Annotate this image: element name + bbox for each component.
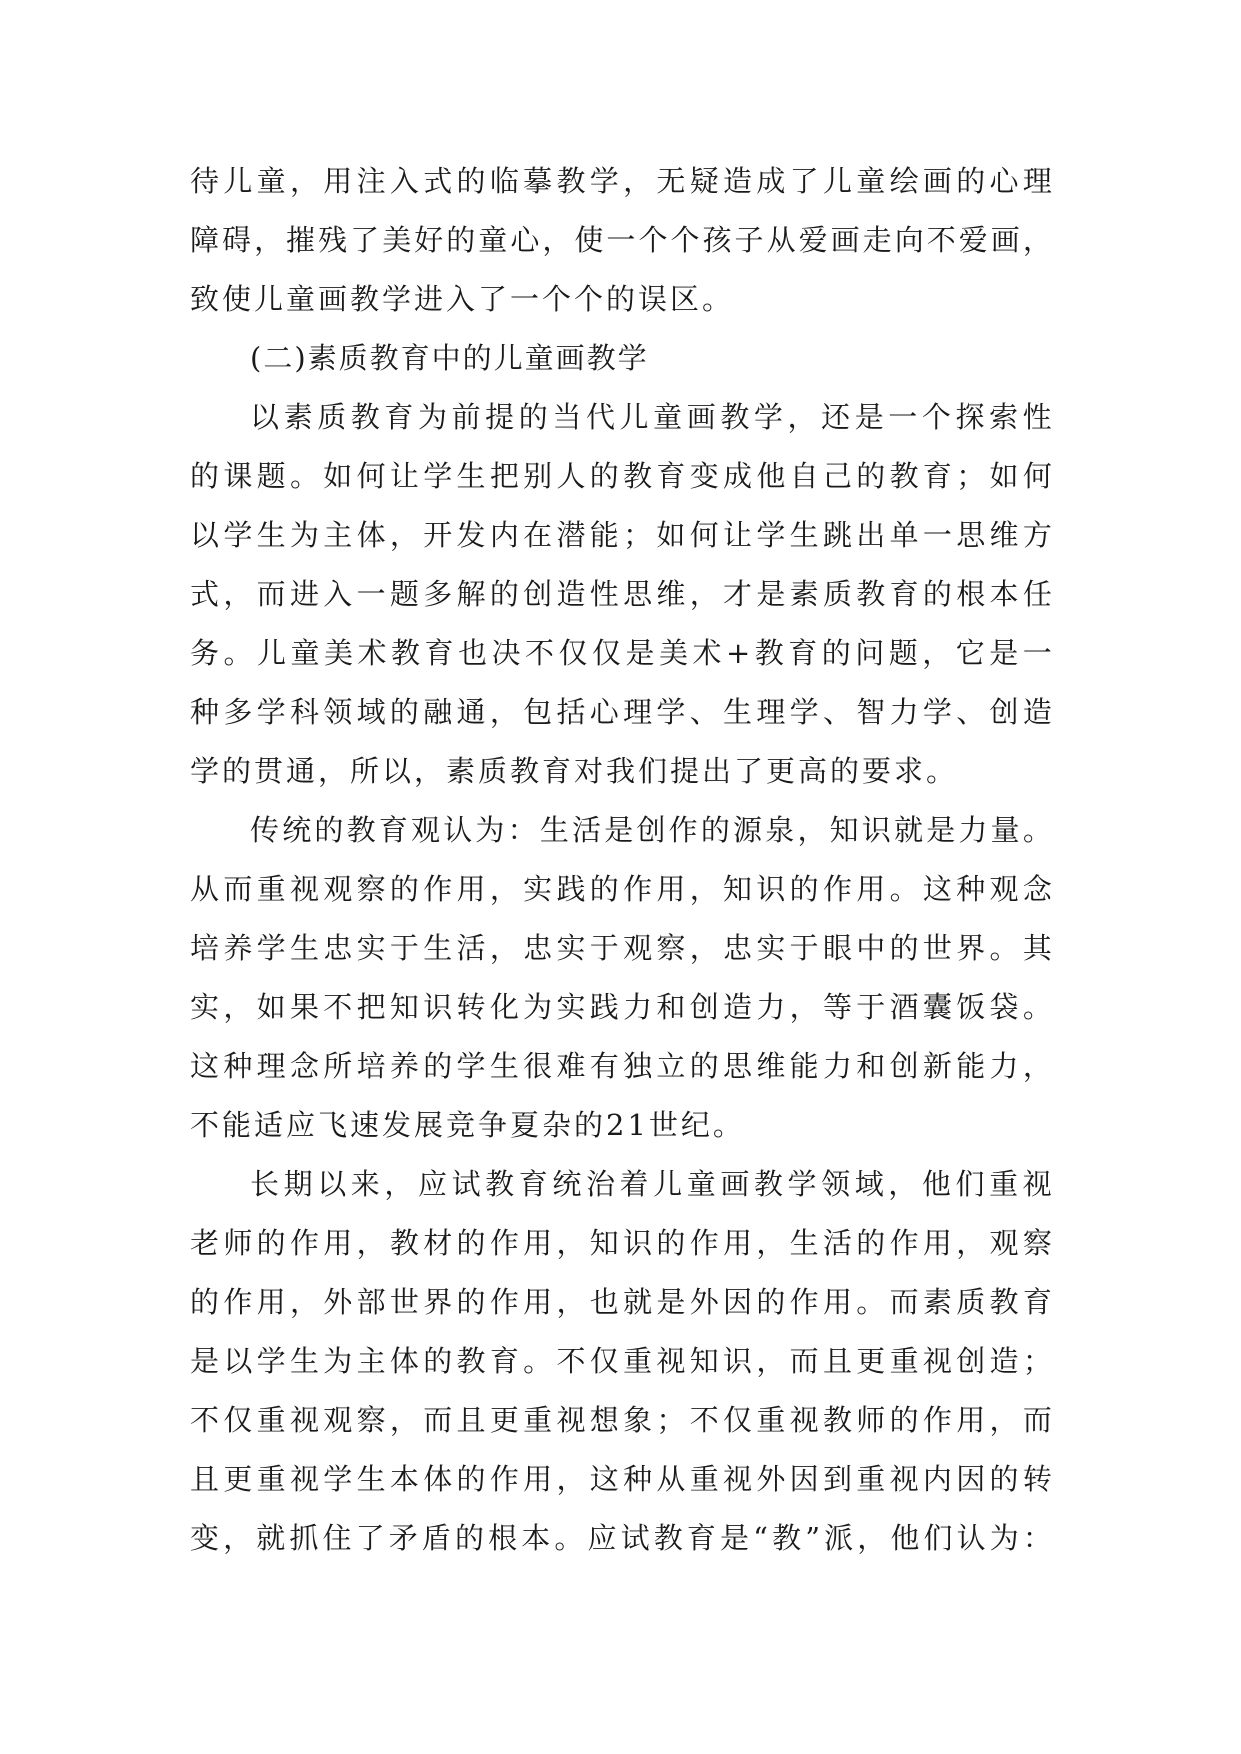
text-line: 待 儿 童 ， 用 注 入 式 的 临 摹 教 学 ， 无 疑 造 成 了 儿 童 绘 画 的 心 理 <box>190 164 1052 198</box>
document-body <box>190 152 1052 1568</box>
text-line: 式 ， 而 进 入 一 题 多 解 的 创 造 性 思 维 ， 才 是 素 质 教 育 的 根 本 任 <box>190 577 1052 611</box>
text-line: 培 养 学 生 忠 实 于 生 活 ， 忠 实 于 观 察 ， 忠 实 于 眼 中 的 世 界 。 其 <box>190 931 1052 965</box>
text-line: 从 而 重 视 观 察 的 作 用 ， 实 践 的 作 用 ， 知 识 的 作 用 。 这 种 观 念 <box>190 872 1052 906</box>
text-line: 的 作 用 ， 外 部 世 界 的 作 用 ， 也 就 是 外 因 的 作 用 。 而 素 质 教 育 <box>190 1285 1052 1319</box>
text-line: 种 多 学 科 领 域 的 融 通 ， 包 括 心 理 学 、 生 理 学 、 智 力 学 、 创 造 <box>190 695 1052 729</box>
text-line: 实 ， 如 果 不 把 知 识 转 化 为 实 践 力 和 创 造 力 ， 等 于 酒 囊 饭 袋 。 <box>190 990 1052 1024</box>
paragraph-5 <box>190 1155 1052 1568</box>
text-line: 老 师 的 作 用 ， 教 材 的 作 用 ， 知 识 的 作 用 ， 生 活 的 作 用 ， 观 察 <box>190 1226 1052 1260</box>
text-line: 不 仅 重 视 观 察 ， 而 且 更 重 视 想 象 ； 不 仅 重 视 教 师 的 作 用 ， 而 <box>190 1403 1052 1437</box>
text-line: 以 素 质 教 育 为 前 提 的 当 代 儿 童 画 教 学 ， 还 是 一 个 探 索 性 <box>250 400 1052 434</box>
text-line: 这 种 理 念 所 培 养 的 学 生 很 难 有 独 立 的 思 维 能 力 和 创 新 能 力 ， <box>190 1049 1052 1083</box>
text-line: 务 。 儿 童 美 术 教 育 也 决 不 仅 仅 是 美 术 + 教 育 的 问 题 ， 它 是 一 <box>190 636 1052 670</box>
text-line: 长 期 以 来 ， 应 试 教 育 统 治 着 儿 童 画 教 学 领 域 ， 他 们 重 视 <box>250 1167 1052 1201</box>
paragraph-4 <box>190 801 1052 1155</box>
text-line: 障 碍 ， 摧 残 了 美 好 的 童 心 ， 使 一 个 个 孩 子 从 爱 画 走 向 不 爱 画 ， <box>190 223 1052 257</box>
text-line: 且 更 重 视 学 生 本 体 的 作 用 ， 这 种 从 重 视 外 因 到 重 视 内 因 的 转 <box>190 1462 1052 1496</box>
paragraph-3 <box>190 388 1052 801</box>
text-line: 的 课 题 。 如 何 让 学 生 把 别 人 的 教 育 变 成 他 自 己 的 教 育 ； 如 何 <box>190 459 1052 493</box>
text-line: 不能适应飞速发展竞争夏杂的21世纪。 <box>190 1108 745 1142</box>
text-line: 以 学 生 为 主 体 ， 开 发 内 在 潜 能 ； 如 何 让 学 生 跳 出 单 一 思 维 方 <box>190 518 1052 552</box>
section-heading <box>190 329 1052 388</box>
text-line: 变 ， 就 抓 住 了 矛 盾 的 根 本 。 应 试 教 育 是 “ 教 ” 派 ， 他 们 认 为 ： <box>190 1521 1052 1555</box>
text-line: 学的贯通，所以，素质教育对我们提出了更高的要求。 <box>190 754 959 788</box>
text-line: 致使儿童画教学进入了一个个的误区。 <box>190 282 735 316</box>
text-line: 是 以 学 生 为 主 体 的 教 育 。 不 仅 重 视 知 识 ， 而 且 更 重 视 创 造 ； <box>190 1344 1052 1378</box>
paragraph-1 <box>190 152 1052 329</box>
text-line: 传 统 的 教 育 观 认 为 ： 生 活 是 创 作 的 源 泉 ， 知 识 就 是 力 量 。 <box>250 813 1052 847</box>
heading-text: (二)素质教育中的儿童画教学 <box>250 341 649 375</box>
